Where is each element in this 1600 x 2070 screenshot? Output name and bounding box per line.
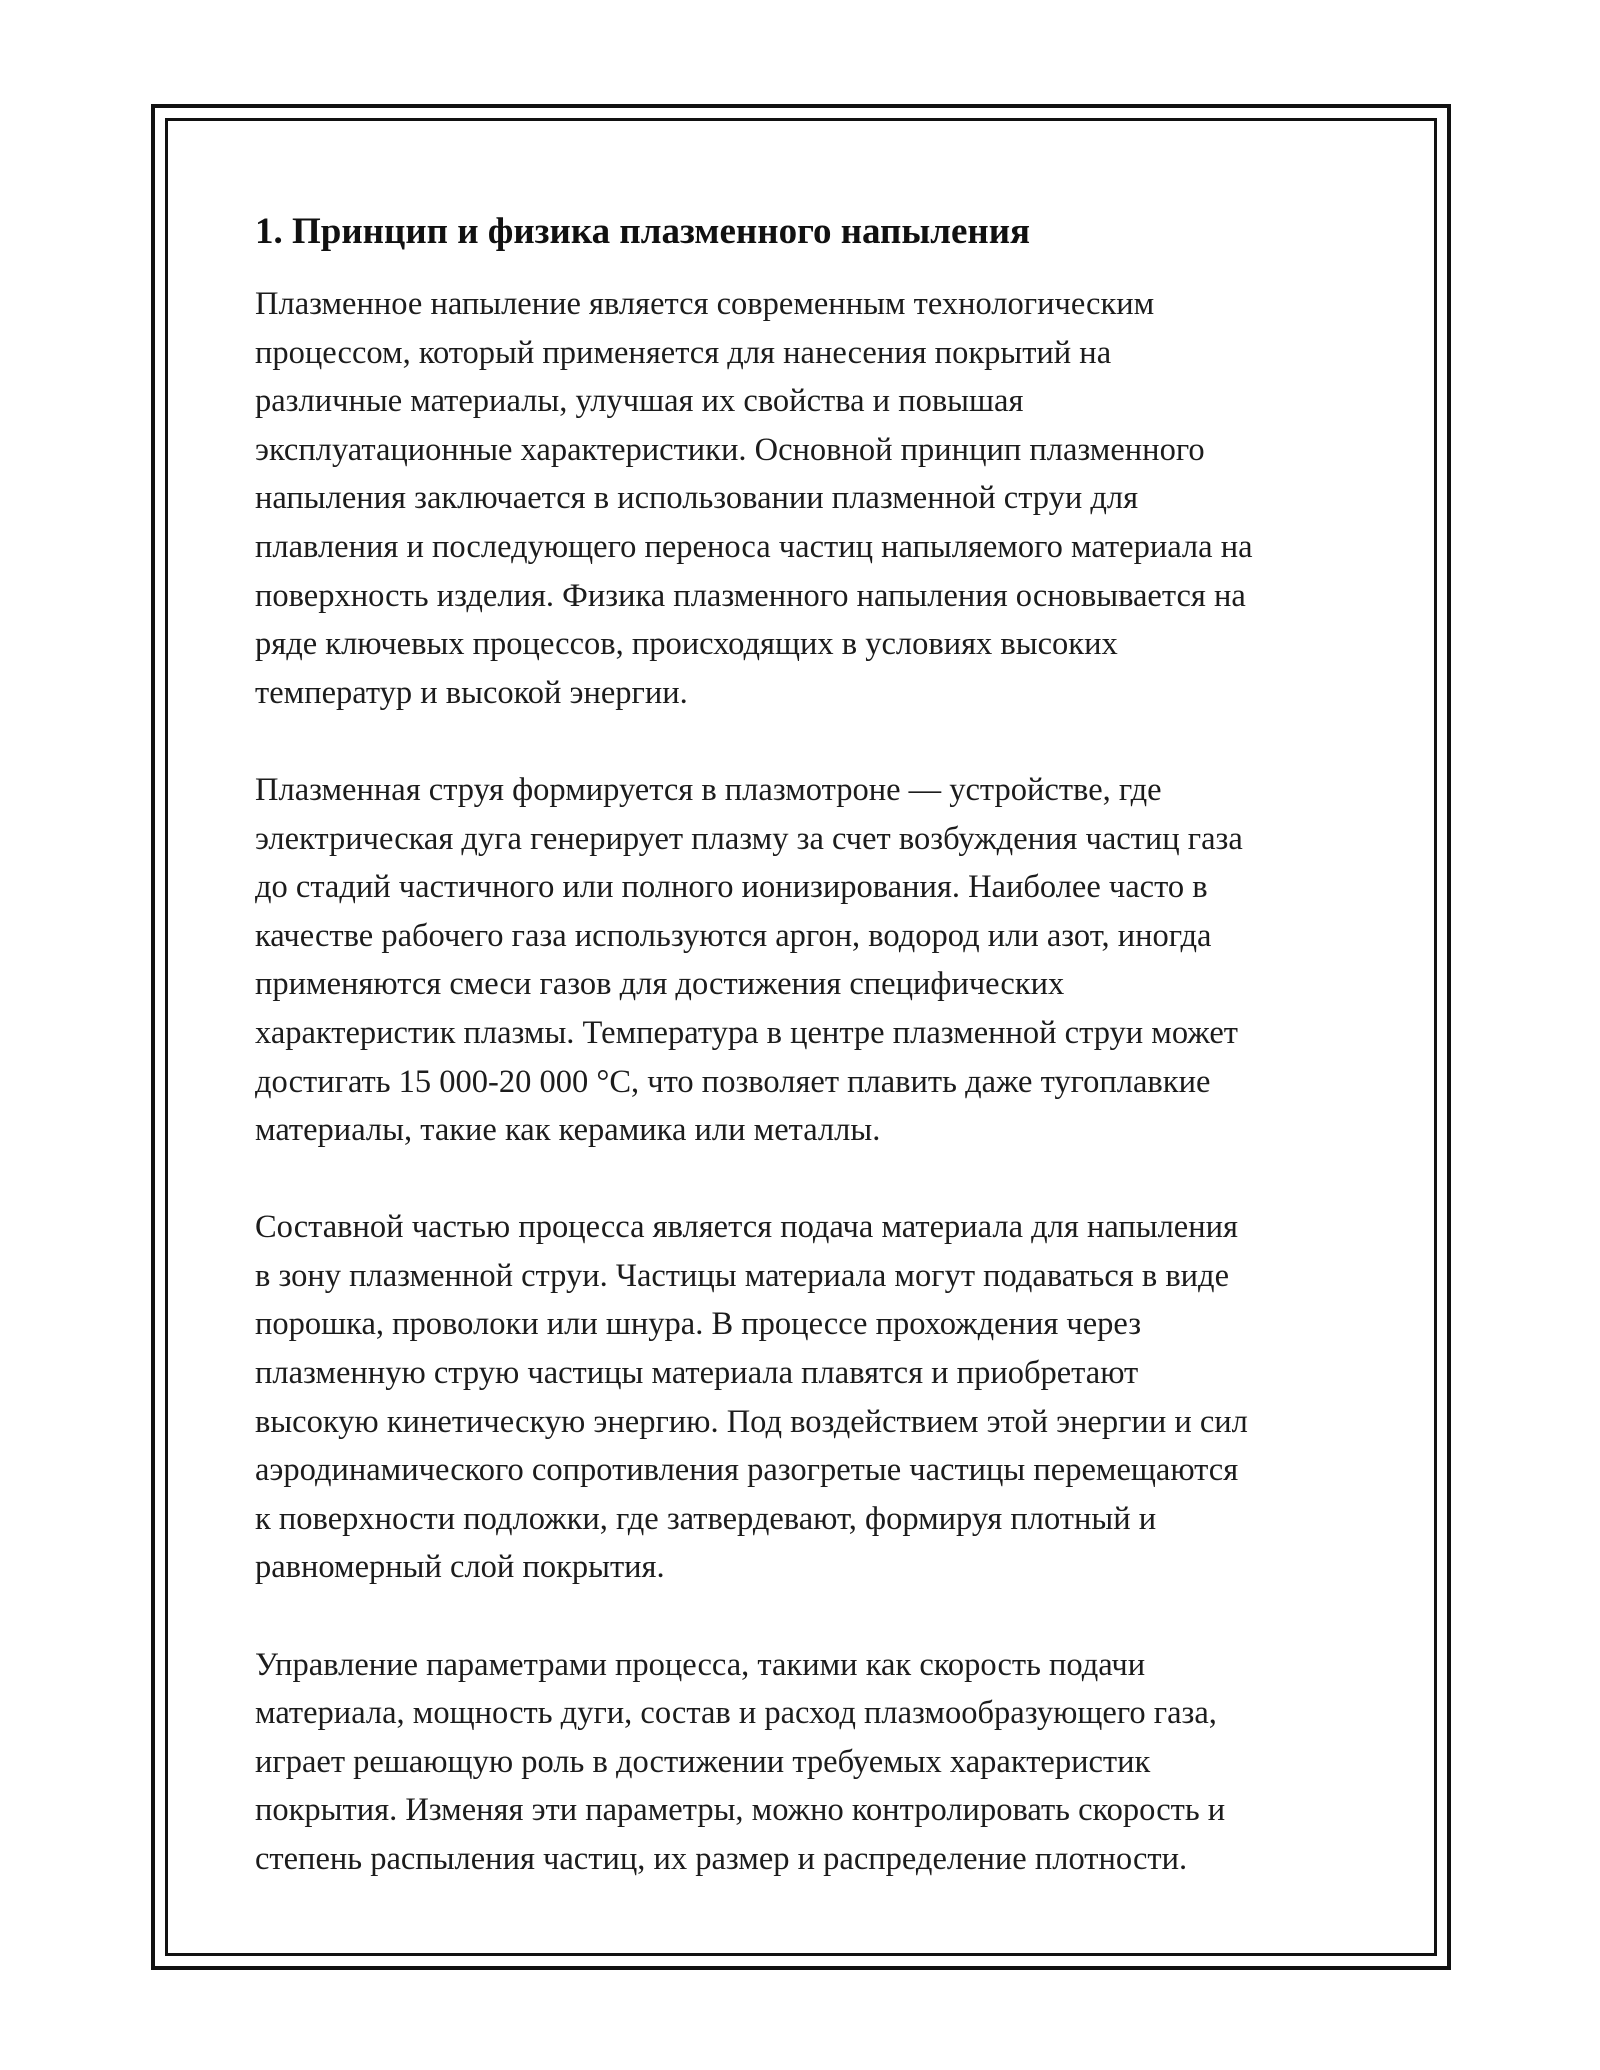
document-body — [255, 206, 1395, 1884]
paragraph-3: Составной частью процесса является подача материала для напыления в зону плазменной струи. Частицы материала могут подаваться в виде порошка, проволоки или шнура. В процессе прохождения через плазменную струю частицы материала плавятся и приобретают высокую кинетическую энергию. Под воздействием этой энергии и сил аэродинамического сопротивления разогретые частицы перемещаются к поверхности подложки, где затвердевают, формируя плотный и равномерный слой покрытия. — [255, 1209, 1248, 1586]
paragraph-2: Плазменная струя формируется в плазмотроне — устройстве, где электрическая дуга генерирует плазму за счет возбуждения частиц газа до стадий частичного или полного ионизирования. Наиболее часто в качестве рабочего газа используются аргон, водород или азот, иногда применяются смеси газов для достижения специфических характеристик плазмы. Температура в центре плазменной струи может достигать 15 000-20 000 °C, что позволяет плавить даже тугоплавкие материалы, такие как керамика или металлы. — [255, 771, 1243, 1149]
section-heading: 1. Принцип и физика плазменного напыления — [255, 211, 1031, 252]
page-border-inner — [165, 118, 1437, 1956]
page-border-outer — [151, 104, 1451, 1970]
paragraph-1: Плазменное напыление является современным технологическим процессом, который применяется для нанесения покрытий на различные материалы, улучшая их свойства и повышая эксплуатационные характеристики. Основной принцип плазменного напыления заключается в использовании плазменной струи для плавления и последующего переноса частиц напыляемого материала на поверхность изделия. Физика плазменного напыления основывается на ряде ключевых процессов, происходящих в условиях высоких температур и высокой энергии. — [255, 286, 1253, 711]
paragraph-4: Управление параметрами процесса, такими как скорость подачи материала, мощность дуги, состав и расход плазмообразующего газа, играет решающую роль в достижении требуемых характеристик покрытия. Изменяя эти параметры, можно контролировать скорость и степень распыления частиц, их размер и распределение плотности. — [255, 1646, 1226, 1877]
